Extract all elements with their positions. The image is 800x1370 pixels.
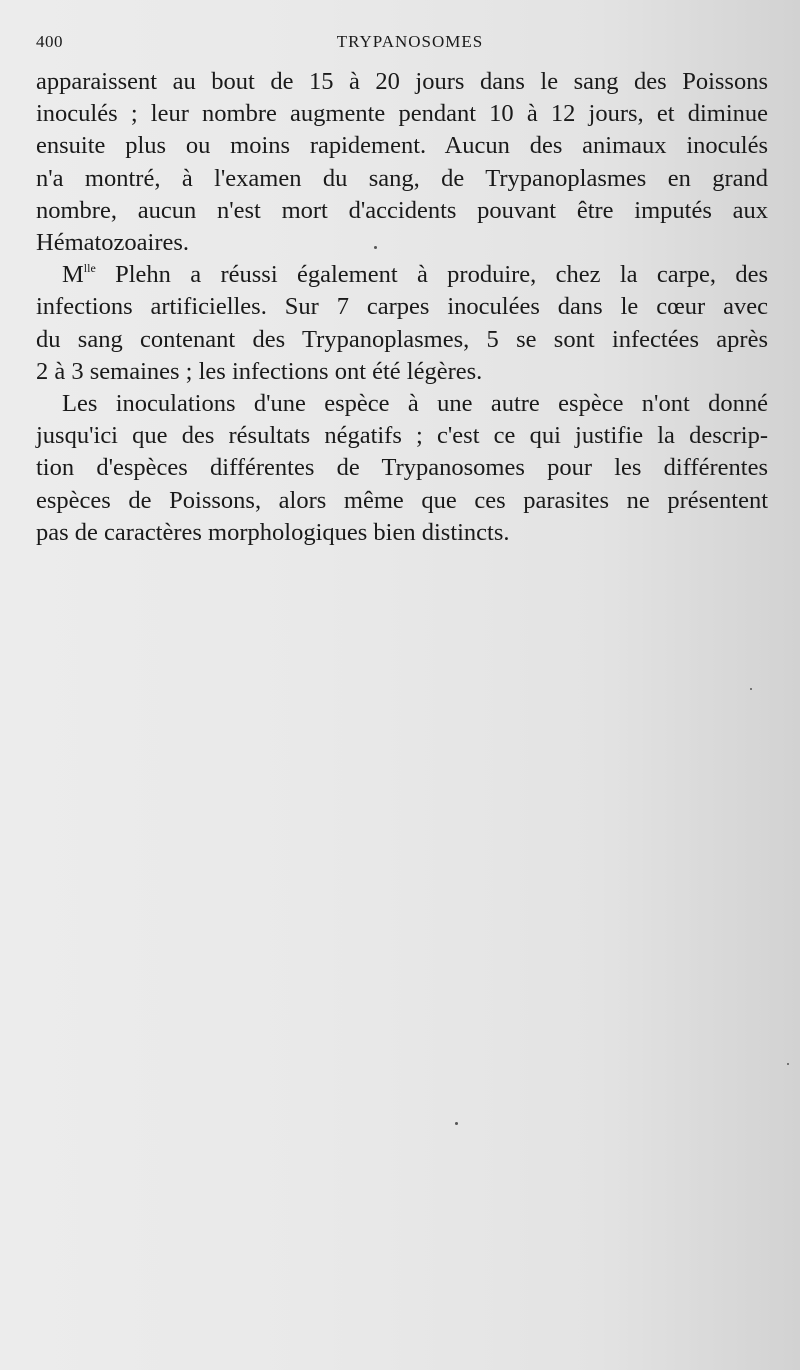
text-line: n'a montré, à l'examen du sang, de Trypanoplasmes en grand bbox=[36, 164, 768, 192]
text-line-rest: Plehn a réussi également à produire, chez la carpe, des bbox=[95, 261, 768, 289]
paper-speck bbox=[750, 688, 752, 690]
paragraph-1 bbox=[36, 66, 768, 259]
text-line: Les inoculations d'une espèce à une autre espèce n'ont donné bbox=[62, 390, 768, 418]
text-line: espèces de Poissons, alors même que ces parasites ne présentent bbox=[36, 486, 768, 514]
text-line: inoculés ; leur nombre augmente pendant 10 à 12 jours, et diminue bbox=[36, 100, 768, 128]
text-line: 2 à 3 semaines ; les infections ont été légères. bbox=[36, 357, 483, 385]
text-line: apparaissent au bout de 15 à 20 jours dans le sang des Poissons bbox=[36, 68, 768, 95]
running-title: TRYPANOSOMES bbox=[336, 32, 484, 51]
paragraph-2 bbox=[36, 259, 768, 388]
page-number: 400 bbox=[36, 32, 63, 51]
paper-speck bbox=[787, 1063, 789, 1065]
text-line bbox=[36, 259, 768, 291]
paragraph-3 bbox=[36, 388, 768, 549]
paper-speck bbox=[455, 1122, 458, 1125]
paper-speck bbox=[374, 246, 377, 249]
honorific: M bbox=[62, 261, 84, 289]
text-line: du sang contenant des Trypanoplasmes, 5 se sont infectées après bbox=[36, 325, 768, 353]
text-line: tion d'espèces différentes de Trypanosomes pour les différentes bbox=[36, 454, 768, 482]
text-line: infections artificielles. Sur 7 carpes inoculées dans le cœur avec bbox=[36, 293, 768, 321]
text-line: pas de caractères morphologiques bien distincts. bbox=[36, 518, 510, 546]
text-line: ensuite plus ou moins rapidement. Aucun des animaux inoculés bbox=[36, 132, 768, 160]
body-text bbox=[36, 66, 768, 549]
honorific-superscript: lle bbox=[83, 261, 96, 276]
text-line: jusqu'ici que des résultats négatifs ; c'est ce qui justifie la descrip- bbox=[36, 422, 768, 450]
text-line: Hématozoaires. bbox=[36, 229, 190, 257]
text-line: nombre, aucun n'est mort d'accidents pouvant être imputés aux bbox=[36, 196, 768, 224]
running-head bbox=[36, 32, 764, 58]
